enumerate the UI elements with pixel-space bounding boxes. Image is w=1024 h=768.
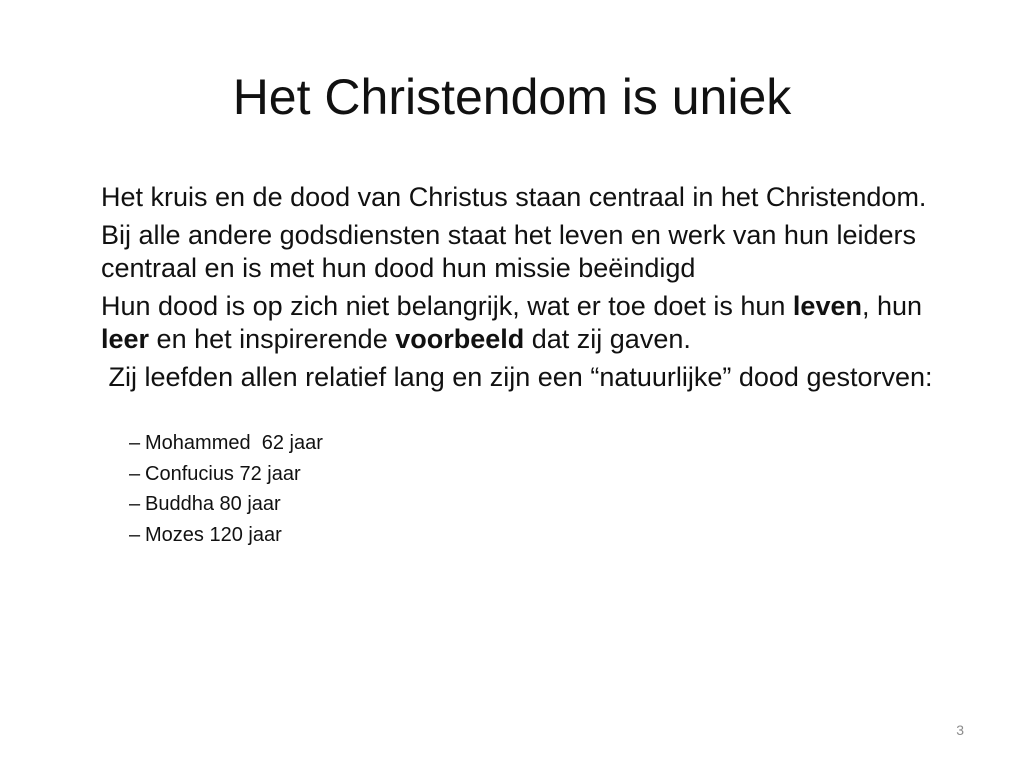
list-item-text: Confucius 72 jaar bbox=[145, 462, 301, 485]
list-item bbox=[101, 428, 961, 459]
list-item bbox=[101, 520, 961, 551]
list-item-text: Buddha 80 jaar bbox=[145, 493, 281, 515]
paragraph-cross-central: Het kruis en de dood van Christus staan centraal in het Christendom. bbox=[101, 182, 927, 212]
lifespan-list bbox=[101, 428, 961, 550]
dash-bullet: – bbox=[129, 432, 141, 454]
paragraph-text: en het inspirerende bbox=[149, 324, 396, 354]
emphasis-leer: leer bbox=[101, 324, 150, 354]
slide-title: Het Christendom is uniek bbox=[232, 69, 792, 125]
list-item-text: Mohammed 62 jaar bbox=[145, 432, 323, 454]
list-item bbox=[101, 489, 961, 520]
paragraph-other-religions: Bij alle andere godsdiensten staat het leven en werk van hun leiders centraal en is met hun dood hun missie beëindigd bbox=[101, 220, 917, 283]
slide-number: 3 bbox=[956, 722, 964, 738]
list-item bbox=[101, 459, 961, 490]
dash-bullet: – bbox=[129, 462, 141, 485]
paragraph-death-not-important bbox=[101, 290, 961, 356]
list-item-text: Mozes 120 jaar bbox=[145, 523, 282, 546]
dash-bullet: – bbox=[129, 493, 141, 515]
paragraph-text: dat zij gaven. bbox=[524, 324, 691, 354]
emphasis-leven: leven bbox=[792, 291, 862, 321]
paragraph-text: Hun dood is op zich niet belangrijk, wat er toe doet is hun bbox=[101, 291, 793, 321]
emphasis-voorbeeld: voorbeeld bbox=[395, 324, 525, 354]
slide-body bbox=[101, 181, 961, 550]
paragraph-text: , hun bbox=[861, 291, 923, 321]
dash-bullet: – bbox=[129, 523, 141, 546]
paragraph-natural-death: Zij leefden allen relatief lang en zijn een “natuurlijke” dood gestorven: bbox=[101, 362, 933, 392]
